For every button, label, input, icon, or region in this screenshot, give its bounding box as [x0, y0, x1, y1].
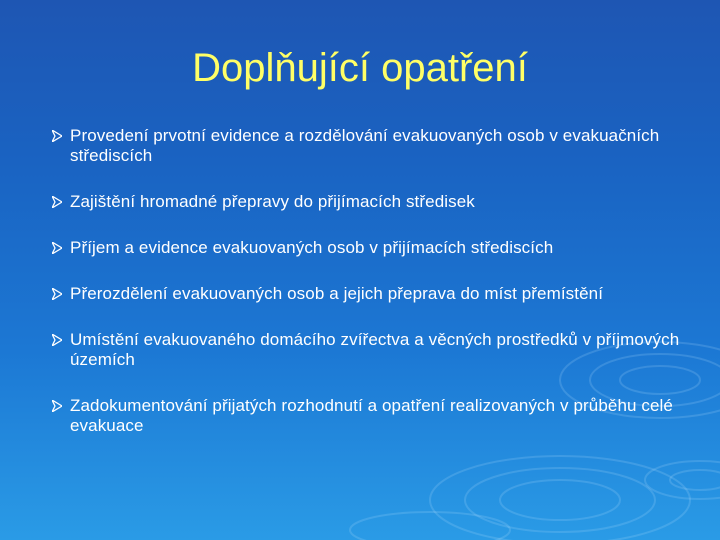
bullet-text: Provedení prvotní evidence a rozdělování evakuovaných osob v evakuačních střediscích	[70, 126, 660, 165]
bullet-text: Příjem a evidence evakuovaných osob v přijímacích střediscích	[70, 238, 554, 257]
arrowhead-bullet-icon	[52, 196, 62, 208]
bullet-text: Umístění evakuovaného domácího zvířectva a věcných prostředků v příjmových územích	[70, 330, 680, 369]
bullet-text: Zajištění hromadné přepravy do přijímacích středisek	[70, 192, 475, 211]
bullet-item	[52, 396, 692, 436]
arrowhead-bullet-icon	[52, 400, 62, 412]
bullet-item	[52, 284, 692, 304]
arrowhead-bullet-icon	[52, 242, 62, 254]
bullet-text: Přerozdělení evakuovaných osob a jejich přeprava do míst přemístění	[70, 284, 604, 303]
bullet-item	[52, 192, 692, 212]
bullet-list	[52, 126, 692, 436]
bullet-item	[52, 330, 692, 370]
arrowhead-bullet-icon	[52, 130, 62, 142]
arrowhead-bullet-icon	[52, 288, 62, 300]
slide-title: Doplňující opatření	[192, 46, 528, 90]
bullet-item	[52, 126, 692, 166]
arrowhead-bullet-icon	[52, 334, 62, 346]
bullet-text: Zadokumentování přijatých rozhodnutí a opatření realizovaných v průběhu celé evakuace	[70, 396, 673, 435]
bullet-item	[52, 238, 692, 258]
